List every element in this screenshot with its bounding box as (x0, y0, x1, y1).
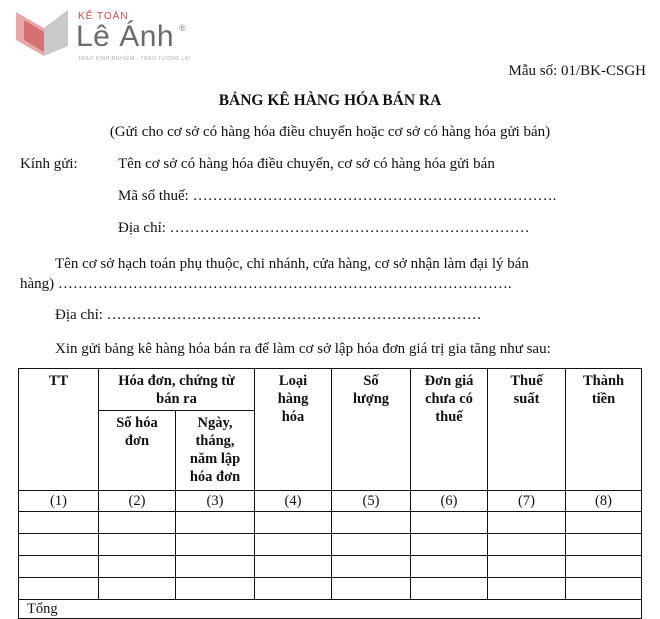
column-number-row (19, 491, 642, 512)
tax-code-line: Mã số thuế: ………………………………………………………………. (118, 188, 557, 204)
total-row (19, 600, 642, 619)
table-row (19, 556, 642, 578)
column-number: (7) (488, 491, 566, 512)
goods-sold-table (18, 368, 642, 619)
header-goods-type: Loại hàng hóa (255, 369, 332, 491)
header-tax-rate: Thuế suất (488, 369, 566, 491)
table-cell[interactable] (176, 534, 255, 556)
table-cell[interactable] (488, 534, 566, 556)
table-cell[interactable] (411, 578, 488, 600)
header-unit-price: Đơn giá chưa có thuế (411, 369, 488, 491)
table-row (19, 512, 642, 534)
table-cell[interactable] (99, 578, 176, 600)
form-code: Mẫu số: 01/BK-CSGH (508, 63, 646, 79)
table-cell[interactable] (176, 556, 255, 578)
table-cell[interactable] (332, 512, 411, 534)
column-number: (6) (411, 491, 488, 512)
header-tt: TT (19, 369, 99, 491)
table-cell[interactable] (566, 578, 642, 600)
table-cell[interactable] (176, 512, 255, 534)
table-cell[interactable] (411, 556, 488, 578)
total-label: Tổng (19, 600, 642, 619)
recipient-label: Kính gửi: (20, 156, 78, 172)
intro-text: Xin gửi bảng kê hàng hóa bán ra để làm cơ sở lập hóa đơn giá trị gia tăng như sau: (55, 341, 551, 357)
table-cell[interactable] (19, 556, 99, 578)
header-invoice-number: Số hóa đơn (99, 411, 176, 491)
table-cell[interactable] (488, 556, 566, 578)
branch-line-1: Tên cơ sở hạch toán phụ thuộc, chi nhánh, cửa hàng, cơ sở nhận làm đại lý bán (55, 256, 529, 272)
address-line-1: Địa chỉ: ……………………………………………………………… (118, 220, 530, 236)
table-cell[interactable] (566, 534, 642, 556)
table-cell[interactable] (255, 534, 332, 556)
registered-mark: ® (179, 23, 186, 33)
table-cell[interactable] (332, 556, 411, 578)
document-subtitle: (Gửi cho cơ sở có hàng hóa điều chuyển hoặc cơ sở có hàng hóa gửi bán) (109, 124, 551, 140)
column-number: (4) (255, 491, 332, 512)
table-cell[interactable] (99, 556, 176, 578)
company-logo (14, 6, 194, 62)
column-number: (5) (332, 491, 411, 512)
address-line-2: Địa chỉ: ………………………………………………………………… (55, 307, 482, 323)
table-cell[interactable] (19, 534, 99, 556)
table-cell[interactable] (566, 556, 642, 578)
table-cell[interactable] (411, 534, 488, 556)
table-cell[interactable] (255, 578, 332, 600)
logo-tagline: TRAO KINH NGHIỆM - TRAO TƯƠNG LAI (78, 56, 191, 62)
column-number: (8) (566, 491, 642, 512)
table-cell[interactable] (566, 512, 642, 534)
table-cell[interactable] (488, 578, 566, 600)
table-cell[interactable] (19, 578, 99, 600)
column-number: (3) (176, 491, 255, 512)
table-cell[interactable] (255, 512, 332, 534)
table-cell[interactable] (488, 512, 566, 534)
logo-mark-icon (14, 6, 70, 62)
table-cell[interactable] (176, 578, 255, 600)
table-cell[interactable] (332, 534, 411, 556)
table-cell[interactable] (255, 556, 332, 578)
table-cell[interactable] (411, 512, 488, 534)
logo-subtitle: KẾ TOÁN (78, 11, 129, 22)
table-cell[interactable] (99, 534, 176, 556)
column-number: (1) (19, 491, 99, 512)
header-amount: Thành tiền (566, 369, 642, 491)
logo-name: Lê Ánh (76, 20, 175, 53)
branch-line-2: hàng) ………………………………………………………………………………. (20, 276, 512, 292)
table-cell[interactable] (99, 512, 176, 534)
table-cell[interactable] (19, 512, 99, 534)
document-title: BẢNG KÊ HÀNG HÓA BÁN RA (218, 92, 442, 109)
header-invoice-group: Hóa đơn, chứng từ bán ra (99, 369, 255, 411)
header-quantity: Số lượng (332, 369, 411, 491)
column-number: (2) (99, 491, 176, 512)
recipient-text: Tên cơ sở có hàng hóa điều chuyển, cơ sở có hàng hóa gửi bán (118, 156, 495, 172)
header-invoice-date: Ngày, tháng, năm lập hóa đơn (176, 411, 255, 491)
table-row (19, 578, 642, 600)
table-row (19, 534, 642, 556)
table-cell[interactable] (332, 578, 411, 600)
